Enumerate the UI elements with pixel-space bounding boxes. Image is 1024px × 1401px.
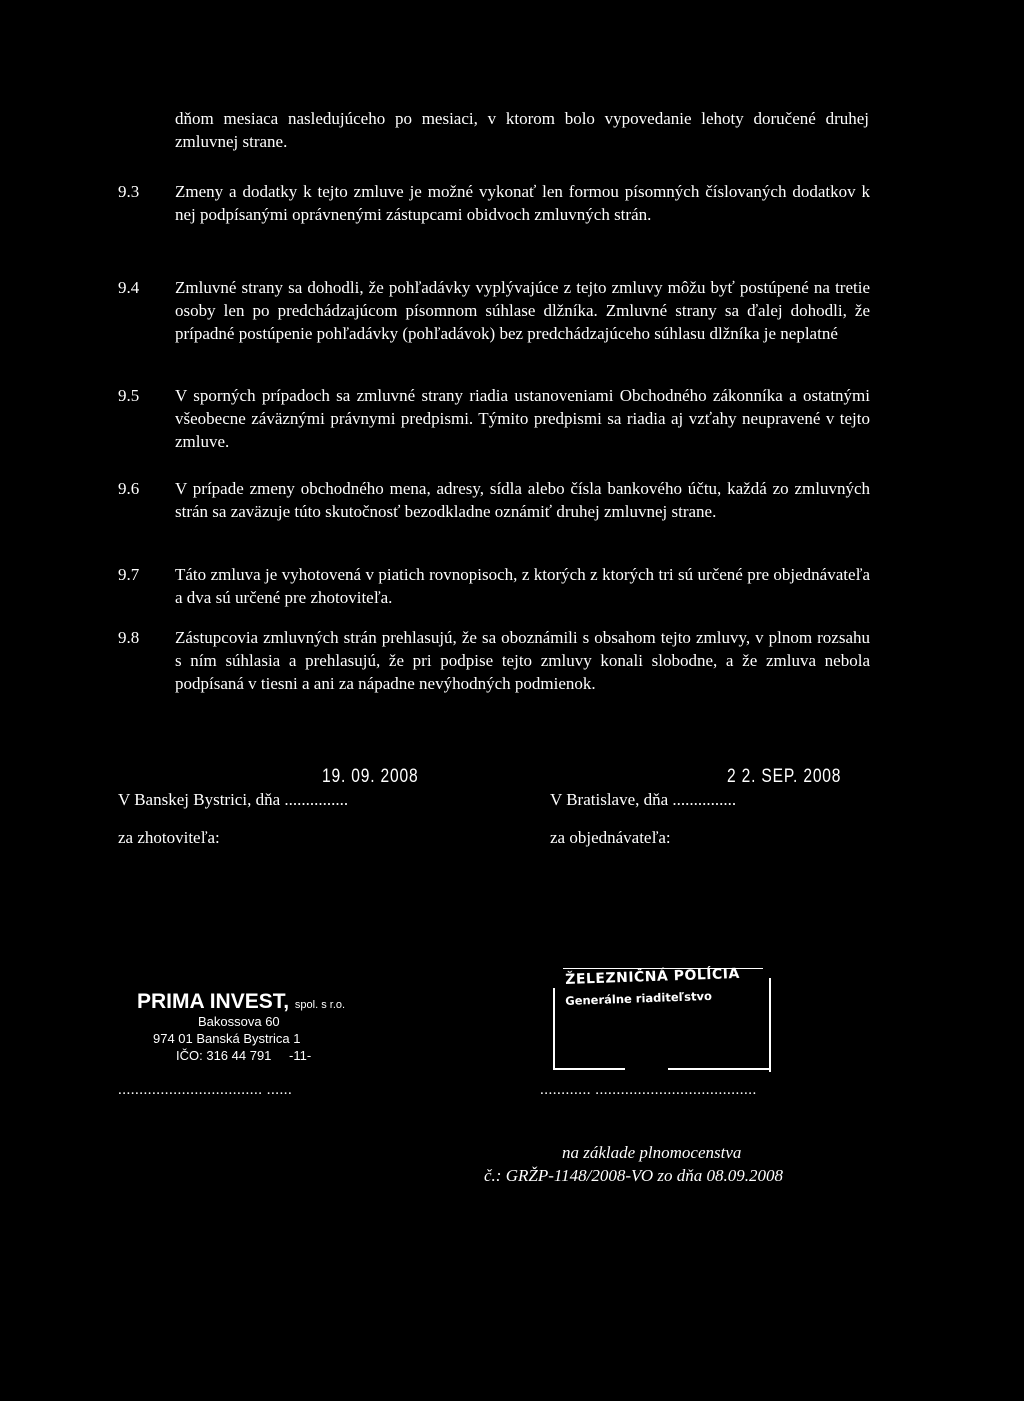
company-city: 974 01 Banská Bystrica 1	[153, 1031, 301, 1046]
company-street: Bakossova 60	[198, 1014, 280, 1029]
left-signature-line: .................................. ......	[118, 1082, 293, 1098]
right-place-date: V Bratislave, dňa ...............	[550, 790, 737, 809]
left-party-label: za zhotoviteľa:	[118, 828, 220, 847]
police-stamp-title: ŽELEZNIČNÁ POLÍCIA	[565, 965, 741, 988]
stamp-border-left	[553, 988, 555, 1070]
company-ico-number: IČO: 316 44 791	[176, 1048, 272, 1063]
clause-text: Zmeny a dodatky k tejto zmluve je možné vykonať len formou písomných číslovaných dodatkov k nej podpísanými oprávnenými zástupcami obidvoch zmluvných strán.	[175, 182, 870, 224]
company-ico	[176, 1048, 311, 1063]
clause-text: Táto zmluva je vyhotovená v piatich rovnopisoch, z ktorých z ktorých tri sú určené pre objednávateľa a dva sú určené pre zhotoviteľa.	[175, 565, 870, 607]
clause-text: V sporných prípadoch sa zmluvné strany riadia ustanoveniami Obchodného zákonníka a ostatnými všeobecne záväznými právnymi predpismi. Týmito predpismi sa riadia aj vzťahy neupravené v tejto zmluve.	[175, 386, 870, 451]
company-name: PRIMA INVEST,	[137, 990, 290, 1013]
clause-text: Zástupcovia zmluvných strán prehlasujú, že sa oboznámili s obsahom tejto zmluvy, v plnom rozsahu s ním súhlasia a prehlasujú, že pri podpise tejto zmluvy konali slobodne, a že zmluva nebola podpísaná v tiesni a ani za nápadne nevýhodných podmienok.	[175, 628, 870, 693]
right-party-label: za objednávateľa:	[550, 828, 671, 847]
company-suffix: spol. s r.o.	[294, 999, 346, 1011]
continuation-paragraph: dňom mesiaca nasledujúceho po mesiaci, v ktorom bolo vypovedanie lehoty doručené druhej zmluvnej strane.	[175, 109, 869, 151]
left-date-stamp: 19. 09. 2008	[322, 766, 419, 787]
police-stamp-subtitle: Generálne riaditeľstvo	[565, 988, 713, 1008]
clause-number: 9.7	[118, 565, 140, 584]
clause-number: 9.6	[118, 479, 140, 498]
company-stamp-name	[137, 990, 345, 1014]
stamp-border-bottom	[553, 1068, 625, 1070]
clause-text: V prípade zmeny obchodného mena, adresy, sídla alebo čísla bankového účtu, každá zo zmluvných strán sa zaväzuje túto skutočnosť bezodkladne oznámiť druhej zmluvnej strane.	[175, 479, 870, 521]
right-signature-line: ............ ......................................	[540, 1082, 757, 1098]
mandate-line-2: č.: GRŽP-1148/2008-VO zo dňa 08.09.2008	[484, 1166, 784, 1185]
left-place-date: V Banskej Bystrici, dňa ...............	[118, 790, 349, 809]
stamp-border-bottom	[668, 1068, 771, 1070]
clause-number: 9.8	[118, 628, 140, 647]
clause-text: Zmluvné strany sa dohodli, že pohľadávky vyplývajúce z tejto zmluvy môžu byť postúpené na tretie osoby len po predchádzajúcom písomnom súhlase dlžníka. Zmluvné strany sa ďalej dohodli, že prípadné postúpenie pohľadávky (pohľadávok) bez predchádzajúceho súhlasu dlžníka je neplatné	[175, 278, 870, 343]
stamp-border-right	[769, 978, 771, 1072]
clause-number: 9.3	[118, 182, 140, 201]
right-date-stamp: 2 2. SEP. 2008	[727, 766, 842, 787]
clause-number: 9.4	[118, 278, 140, 297]
police-stamp	[553, 965, 771, 1072]
company-code: -11-	[289, 1048, 312, 1063]
clause-number: 9.5	[118, 386, 140, 405]
mandate-line-1: na základe plnomocenstva	[562, 1143, 742, 1162]
